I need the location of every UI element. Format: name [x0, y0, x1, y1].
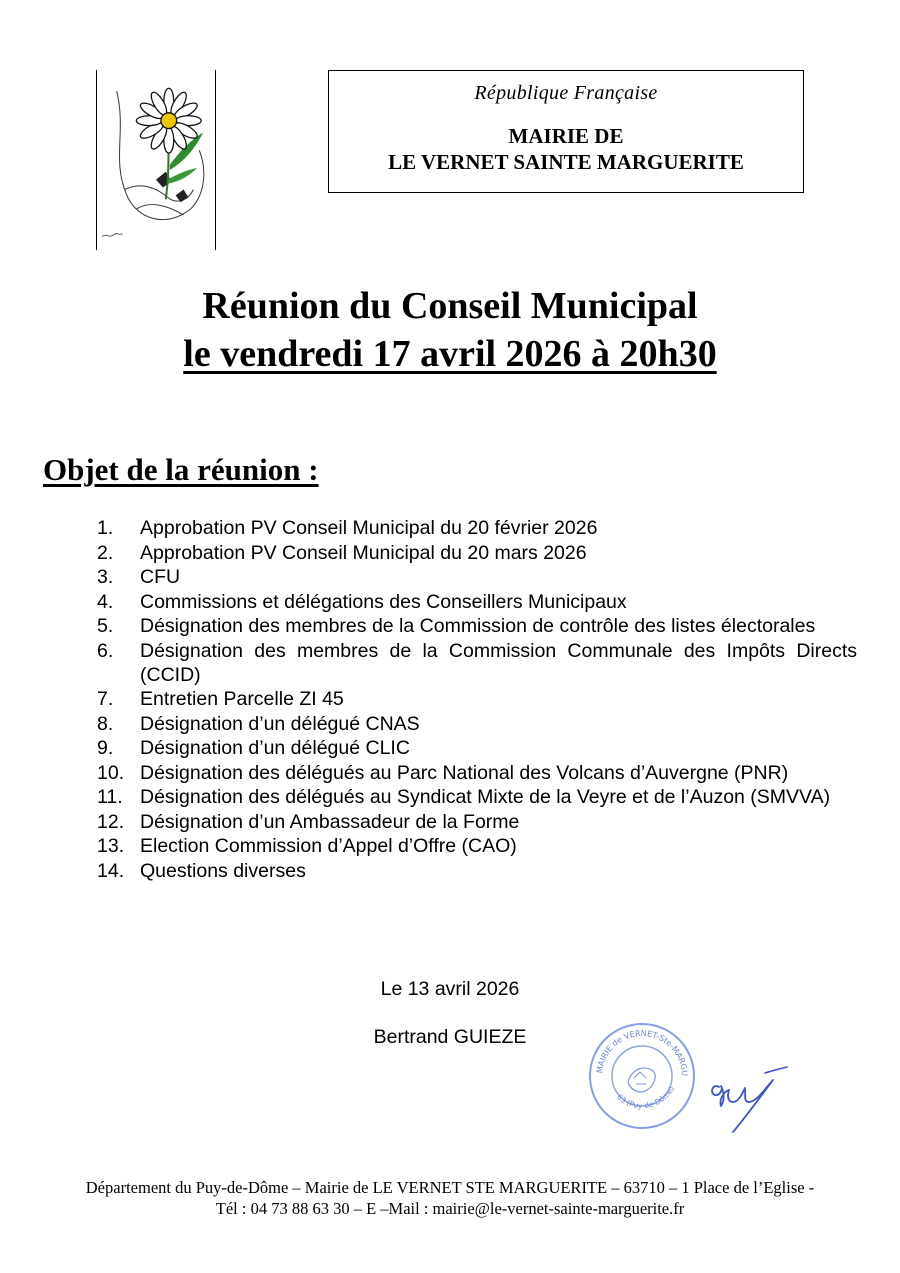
- agenda-item: [97, 712, 857, 736]
- republique-francaise: République Française: [474, 82, 658, 104]
- handwritten-signature: [705, 1063, 800, 1145]
- agenda-item-text: Désignation des membres de la Commission Communale des Impôts Directs (CCID): [140, 639, 857, 686]
- daisy-in-hands-illustration: [97, 70, 215, 250]
- agenda-item-number: 7.: [97, 688, 114, 710]
- agenda-item: [97, 810, 857, 834]
- agenda-item-number: 6.: [97, 639, 114, 662]
- meeting-title: [0, 282, 900, 378]
- agenda-item-number: 9.: [97, 737, 114, 759]
- agenda-item: [97, 516, 857, 540]
- agenda-item: [97, 614, 857, 638]
- mairie-header-box: [328, 70, 804, 193]
- agenda-item: [97, 834, 857, 858]
- agenda-item-number: 10.: [97, 761, 125, 784]
- stamp-seal-icon: [586, 1020, 698, 1132]
- agenda-item-text: Désignation des membres de la Commission de contrôle des listes électorales: [140, 615, 816, 637]
- agenda-item-number: 4.: [97, 590, 114, 613]
- agenda-item-number: 11.: [97, 786, 123, 808]
- agenda-item: [97, 736, 857, 760]
- mairie-title: [329, 123, 803, 175]
- agenda-item: [97, 639, 857, 687]
- agenda-item-text: Désignation des délégués au Parc National des Volcans d’Auvergne (PNR): [140, 761, 789, 784]
- agenda-item: [97, 785, 857, 809]
- agenda-item-number: 2.: [97, 541, 114, 564]
- signature-icon: [705, 1063, 800, 1145]
- agenda-item-text: Désignation des délégués au Syndicat Mixte de la Veyre et de l’Auzon (SMVVA): [140, 786, 831, 808]
- svg-text:63 (Puy-de-Dôme): 63 (Puy-de-Dôme): [615, 1084, 677, 1111]
- agenda-item-number: 8.: [97, 712, 114, 735]
- footer-contact: Tél : 04 73 88 63 30 – E –Mail : mairie@le-vernet-sainte-marguerite.fr: [215, 1199, 685, 1218]
- agenda-item-number: 14.: [97, 859, 125, 882]
- agenda-item: [97, 859, 857, 883]
- agenda-item: [97, 590, 857, 614]
- meeting-date: le vendredi 17 avril 2026 à 20h30: [183, 333, 717, 375]
- agenda-item-number: 12.: [97, 810, 125, 833]
- signer-name: Bertrand GUIEZE: [373, 1026, 527, 1048]
- agenda-item-text: Questions diverses: [140, 859, 306, 882]
- svg-text:MAIRIE de VERNET-Ste-MARGUERIT: MAIRIE de VERNET-Ste-MARGU: [595, 1028, 690, 1077]
- agenda-item-number: 1.: [97, 517, 114, 539]
- agenda-item-text: Désignation d’un délégué CLIC: [140, 737, 410, 759]
- mairie-line-2: LE VERNET SAINTE MARGUERITE: [388, 150, 744, 174]
- document-date: Le 13 avril 2026: [380, 978, 520, 1000]
- agenda-item-text: CFU: [140, 566, 181, 588]
- agenda-heading: Objet de la réunion :: [43, 452, 319, 487]
- agenda-item-number: 13.: [97, 835, 125, 857]
- agenda-item-text: Approbation PV Conseil Municipal du 20 février 2026: [140, 517, 598, 539]
- official-stamp: [586, 1020, 698, 1132]
- agenda-item-number: 3.: [97, 566, 114, 588]
- agenda-item-text: Entretien Parcelle ZI 45: [140, 688, 344, 710]
- agenda-item-text: Approbation PV Conseil Municipal du 20 mars 2026: [140, 541, 587, 564]
- agenda-item: [97, 687, 857, 711]
- agenda-item-text: Désignation d’un délégué CNAS: [140, 712, 420, 735]
- agenda-item: [97, 761, 857, 785]
- agenda-item-text: Commissions et délégations des Conseillers Municipaux: [140, 590, 627, 613]
- agenda-item-number: 5.: [97, 615, 114, 637]
- footer-address: Département du Puy-de-Dôme – Mairie de LE VERNET STE MARGUERITE – 63710 – 1 Place de l’Eglise -: [85, 1178, 815, 1197]
- agenda-item: [97, 565, 857, 589]
- town-logo: [96, 70, 216, 250]
- meeting-title-line-1: Réunion du Conseil Municipal: [202, 285, 698, 327]
- agenda-item-text: Désignation d’un Ambassadeur de la Forme: [140, 810, 520, 833]
- agenda-list: [97, 516, 857, 883]
- mairie-line-1: MAIRIE DE: [508, 124, 624, 148]
- agenda-item-text: Election Commission d’Appel d’Offre (CAO): [140, 835, 517, 857]
- agenda-item: [97, 541, 857, 565]
- page-footer: [0, 1177, 900, 1219]
